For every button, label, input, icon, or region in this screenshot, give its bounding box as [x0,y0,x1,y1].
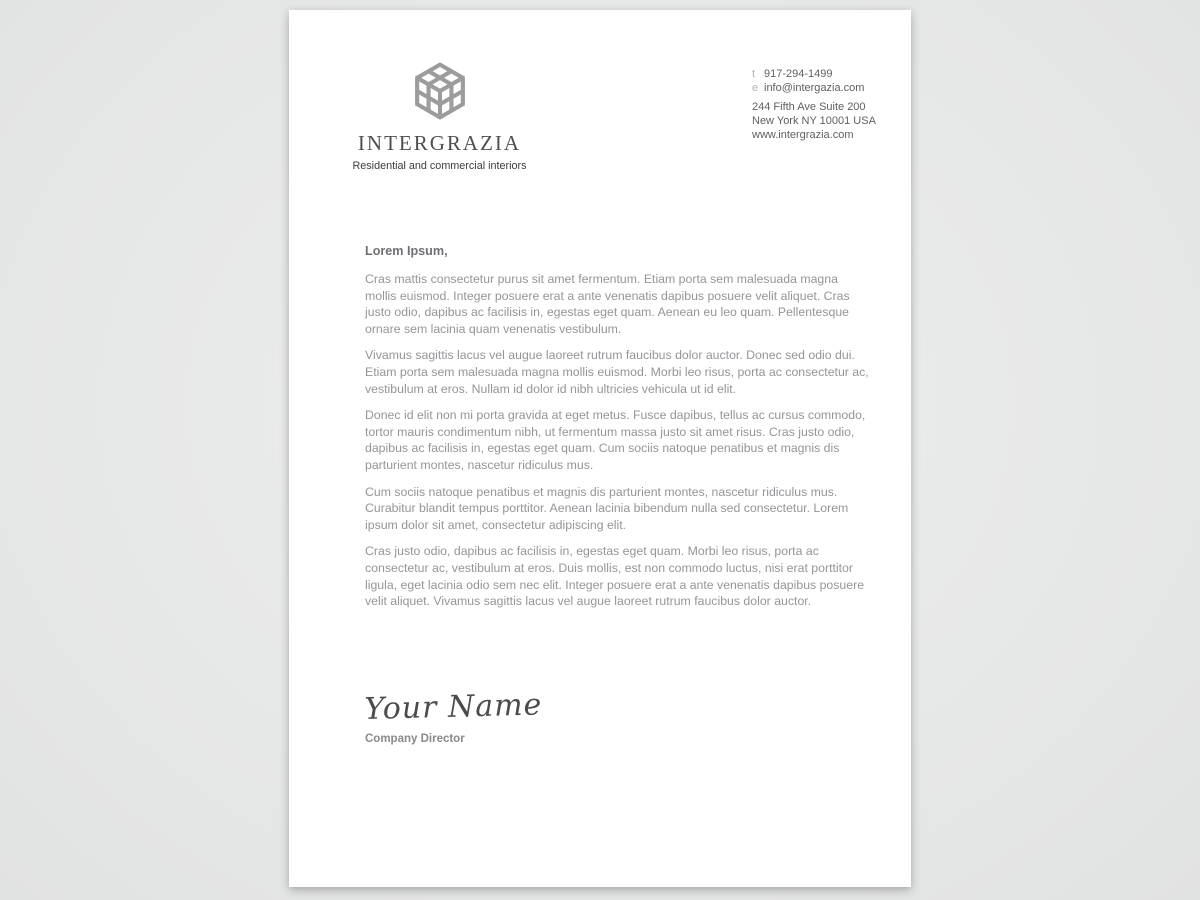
brand-block [352,58,527,172]
letter-paragraph: Cras mattis consectetur purus sit amet fermentum. Etiam porta sem malesuada magna mollis euismod. Integer posuere erat a ante venenatis dapibus posuere velit aliquet. Cras justo odio, dapibus ac facilisis in, egestas eget quam. Aenean eu leo quam. Pellentesque ornare sem lacinia quam venenatis vestibulum. [365,272,850,336]
company-tagline: Residential and commercial interiors [352,160,527,172]
phone-line [752,67,876,81]
letter-paragraph: Cum sociis natoque penatibus et magnis dis parturient montes, nascetur ridiculus mus. Curabitur blandit tempus porttitor. Aenean lacinia bibendum nulla sed consectetur. Lorem ipsum dolor sit amet, consectetur adipiscing elit. [365,484,849,532]
email-prefix-label: e [752,82,759,94]
letter-greeting: Lorem Ipsum, [365,244,448,258]
address-line-2: New York NY 10001 USA [752,115,876,127]
letter-paragraph: Donec id elit non mi porta gravida at eget metus. Fusce dapibus, tellus ac cursus commodo, tortor mauris condimentum nibh, ut fermentum massa justo sit amet risus. Cras justo odio, dapibus ac facilisis in, egestas eget quam. Cum sociis natoque penatibus et magnis dis parturient montes, nascetur ridiculus mus. [365,408,866,472]
signature-name: Your Name [364,687,543,727]
phone-number: 917-294-1499 [764,68,833,80]
email-line [752,81,876,95]
letterhead-page [289,10,911,887]
letter-paragraph: Vivamus sagittis lacus vel augue laoreet rutrum faucibus dolor auctor. Donec sed odio dui. Etiam porta sem malesuada magna mollis euismod. Morbi leo risus, porta ac consectetur ac, vestibulum at eros. Nullam id dolor id nibh ultricies vehicula ut id elit. [365,348,869,396]
company-name: INTERGRAZIA [357,131,522,155]
signature-title: Company Director [365,733,465,745]
email-address: info@intergazia.com [764,82,865,94]
contact-block [752,67,876,142]
letter-paragraph: Cras justo odio, dapibus ac facilisis in, egestas eget quam. Morbi leo risus, porta ac consectetur ac, vestibulum at eros. Duis mollis, est non commodo luctus, nisi erat porttitor ligula, eget lacinia odio sem nec elit. Integer posuere erat a ante venenatis dapibus posuere velit aliquet. Vivamus sagittis lacus vel augue laoreet rutrum faucibus dolor auctor. [365,544,865,609]
address-line-1: 244 Fifth Ave Suite 200 [752,101,866,113]
website-url: www.intergrazia.com [752,129,854,141]
phone-prefix-label: t [752,68,756,80]
address-block [752,100,876,142]
letter-body [365,244,871,620]
hexagon-cubes-logo [407,58,473,124]
signature-block [364,687,543,745]
